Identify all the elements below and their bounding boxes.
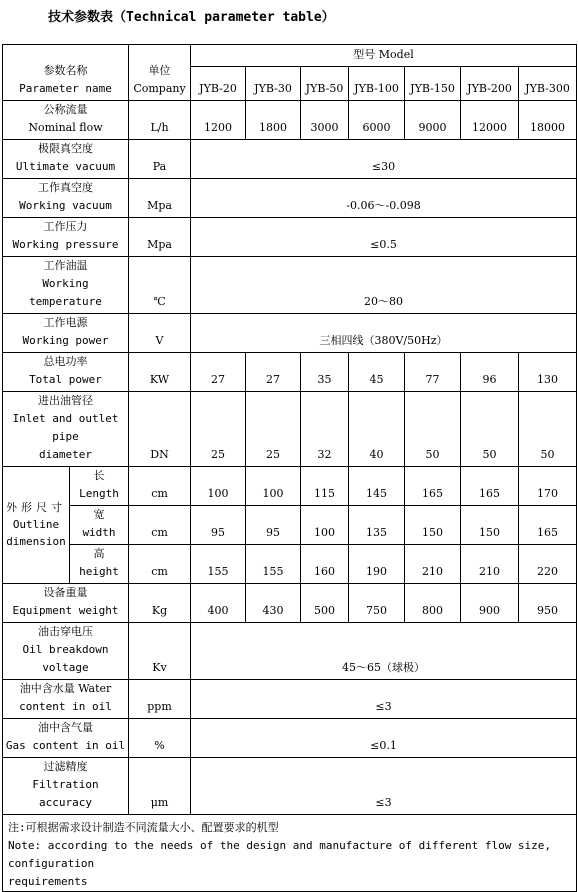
table-row-equipment-weight — [3, 584, 577, 623]
unit-cell: cm — [129, 545, 191, 584]
model-jyb-30: JYB-30 — [246, 67, 301, 101]
value-cell: 96 — [461, 353, 519, 392]
model-jyb-50: JYB-50 — [301, 67, 349, 101]
param-label: 宽 width — [70, 506, 129, 545]
value-cell: 135 — [349, 506, 405, 545]
table-row-working-vacuum — [3, 179, 577, 218]
table-title: 技术参数表（Technical parameter table） — [48, 10, 335, 25]
param-label: 工作电源 Working power — [3, 314, 129, 353]
value-cell: ≤0.1 — [191, 719, 577, 758]
table-row-length — [3, 467, 577, 506]
unit-cell: Mpa — [129, 179, 191, 218]
param-label: 油中含水量 Water content in oil — [3, 680, 129, 719]
value-cell: 165 — [405, 467, 461, 506]
unit-cell: L/h — [129, 101, 191, 140]
table-row-width — [3, 506, 577, 545]
value-cell: 430 — [246, 584, 301, 623]
param-label: 极限真空度 Ultimate vacuum — [3, 140, 129, 179]
unit-cell: Kv — [129, 623, 191, 680]
value-cell: 210 — [461, 545, 519, 584]
unit-cell: ppm — [129, 680, 191, 719]
value-cell: 45 — [349, 353, 405, 392]
unit-cell: % — [129, 719, 191, 758]
value-cell: 160 — [301, 545, 349, 584]
value-cell: ≤30 — [191, 140, 577, 179]
value-cell: 50 — [519, 392, 577, 467]
param-label: 长 Length — [70, 467, 129, 506]
value-cell: -0.06～-0.098 — [191, 179, 577, 218]
param-label: 过滤精度 Filtration accuracy — [3, 758, 129, 815]
unit-cell: Pa — [129, 140, 191, 179]
value-cell: 1200 — [191, 101, 246, 140]
unit-cell: μm — [129, 758, 191, 815]
header-unit: 单位 Company — [129, 45, 191, 101]
value-cell: 115 — [301, 467, 349, 506]
table-row-ultimate-vacuum — [3, 140, 577, 179]
value-cell: 150 — [405, 506, 461, 545]
value-cell: 35 — [301, 353, 349, 392]
value-cell: 77 — [405, 353, 461, 392]
unit-cell: ℃ — [129, 257, 191, 314]
value-cell: ≤3 — [191, 758, 577, 815]
value-cell: 6000 — [349, 101, 405, 140]
table-row-breakdown-voltage — [3, 623, 577, 680]
unit-cell: KW — [129, 353, 191, 392]
table-row-working-power — [3, 314, 577, 353]
value-cell: 750 — [349, 584, 405, 623]
value-cell: 130 — [519, 353, 577, 392]
value-cell: 100 — [191, 467, 246, 506]
unit-cell: cm — [129, 506, 191, 545]
param-label: 设备重量 Equipment weight — [3, 584, 129, 623]
value-cell: 900 — [461, 584, 519, 623]
value-cell: 25 — [191, 392, 246, 467]
table-row-water-content — [3, 680, 577, 719]
value-cell: 400 — [191, 584, 246, 623]
param-label: 高 height — [70, 545, 129, 584]
model-jyb-20: JYB-20 — [191, 67, 246, 101]
header-model: 型号 Model — [191, 45, 577, 67]
param-label: 油中含气量 Gas content in oil — [3, 719, 129, 758]
header-row — [3, 45, 577, 67]
value-cell: 50 — [405, 392, 461, 467]
unit-cell: Mpa — [129, 218, 191, 257]
model-jyb-100: JYB-100 — [349, 67, 405, 101]
model-jyb-300: JYB-300 — [519, 67, 577, 101]
unit-cell: V — [129, 314, 191, 353]
param-label: 总电功率 Total power — [3, 353, 129, 392]
table-row-gas-content — [3, 719, 577, 758]
value-cell: ≤0.5 — [191, 218, 577, 257]
value-cell: 150 — [461, 506, 519, 545]
value-cell: 三相四线（380V/50Hz） — [191, 314, 577, 353]
param-label: 工作油温 Working temperature — [3, 257, 129, 314]
table-row-filtration-accuracy — [3, 758, 577, 815]
unit-cell: Kg — [129, 584, 191, 623]
value-cell: 170 — [519, 467, 577, 506]
param-label: 工作真空度 Working vacuum — [3, 179, 129, 218]
note-cell: 注:可根据需求设计制造不同流量大小、配置要求的机型 Note: according to the needs of the design and manufacture of different flow size, configuration requirements — [3, 815, 577, 892]
param-label: 油击穿电压 Oil breakdown voltage — [3, 623, 129, 680]
table-row-pipe-diameter — [3, 392, 577, 467]
value-cell: 950 — [519, 584, 577, 623]
value-cell: 40 — [349, 392, 405, 467]
param-label: 公称流量 Nominal flow — [3, 101, 129, 140]
value-cell: 27 — [246, 353, 301, 392]
model-jyb-200: JYB-200 — [461, 67, 519, 101]
header-parameter-name: 参数名称 Parameter name — [3, 45, 129, 101]
value-cell: 45～65（球极） — [191, 623, 577, 680]
value-cell: ≤3 — [191, 680, 577, 719]
value-cell: 12000 — [461, 101, 519, 140]
table-row-working-pressure — [3, 218, 577, 257]
value-cell: 27 — [191, 353, 246, 392]
table-row-working-temperature — [3, 257, 577, 314]
value-cell: 500 — [301, 584, 349, 623]
value-cell: 50 — [461, 392, 519, 467]
value-cell: 800 — [405, 584, 461, 623]
value-cell: 18000 — [519, 101, 577, 140]
unit-cell: cm — [129, 467, 191, 506]
value-cell: 9000 — [405, 101, 461, 140]
value-cell: 95 — [246, 506, 301, 545]
table-row-nominal-flow — [3, 101, 577, 140]
outline-dimension-label: 外形尺寸 Outline dimension — [3, 467, 70, 584]
value-cell: 20～80 — [191, 257, 577, 314]
value-cell: 32 — [301, 392, 349, 467]
value-cell: 155 — [246, 545, 301, 584]
value-cell: 165 — [461, 467, 519, 506]
value-cell: 210 — [405, 545, 461, 584]
value-cell: 190 — [349, 545, 405, 584]
table-row-height — [3, 545, 577, 584]
technical-parameter-table — [2, 44, 577, 892]
table-row-note — [3, 815, 577, 892]
value-cell: 165 — [519, 506, 577, 545]
model-jyb-150: JYB-150 — [405, 67, 461, 101]
value-cell: 3000 — [301, 101, 349, 140]
value-cell: 220 — [519, 545, 577, 584]
unit-cell: DN — [129, 392, 191, 467]
value-cell: 145 — [349, 467, 405, 506]
value-cell: 155 — [191, 545, 246, 584]
value-cell: 25 — [246, 392, 301, 467]
value-cell: 95 — [191, 506, 246, 545]
param-label: 工作压力 Working pressure — [3, 218, 129, 257]
value-cell: 100 — [246, 467, 301, 506]
value-cell: 1800 — [246, 101, 301, 140]
param-label: 进出油管径 Inlet and outlet pipe diameter — [3, 392, 129, 467]
table-row-total-power — [3, 353, 577, 392]
value-cell: 100 — [301, 506, 349, 545]
